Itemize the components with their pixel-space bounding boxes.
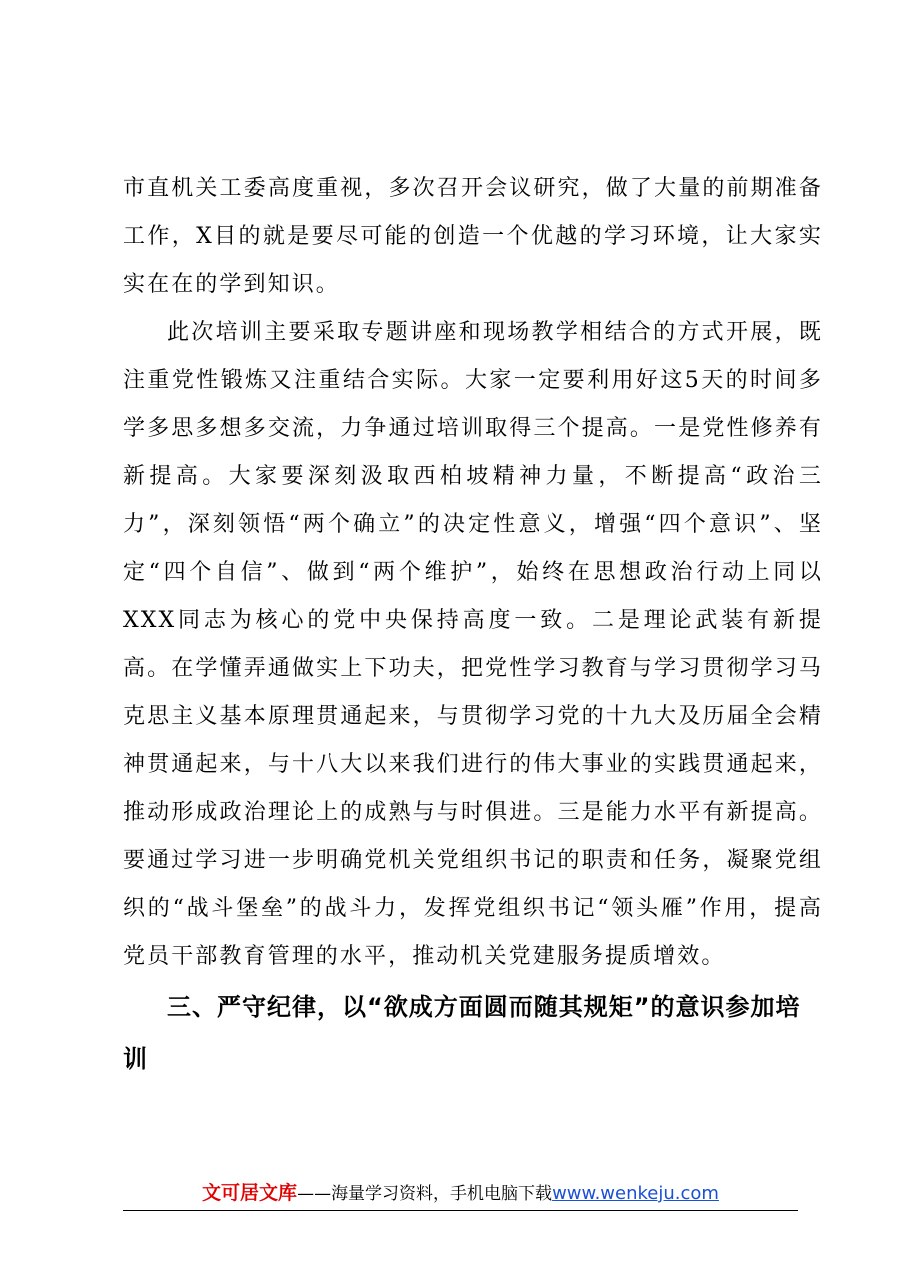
- document-body: [123, 165, 823, 1085]
- footer-site-link[interactable]: www.wenkeju.com: [552, 1183, 719, 1204]
- section-heading: 三、严守纪律，以“欲成方面圆而随其规矩”的意识参加培训: [123, 993, 801, 1073]
- footer-tagline: ——海量学习资料，手机电脑下载: [297, 1184, 553, 1204]
- paragraph-1: 市直机关工委高度重视，多次召开会议研究，做了大量的前期准备工作，X目的就是要尽可能的创造一个优越的学习环境，让大家实实在在的学到知识。: [123, 176, 823, 297]
- paragraph-2: 此次培训主要采取专题讲座和现场教学相结合的方式开展，既注重党性锻炼又注重结合实际。大家一定要利用好这5天的时间多学多思多想多交流，力争通过培训取得三个提高。一是党性修养有新提高。大家要深刻汲取西柏坡精神力量，不断提高“政治三力”，深刻领悟“两个确立”的决定性意义，增强“四个意识”、坚定“四个自信”、做到“两个维护”，始终在思想政治行动上同以XXX同志为核心的党中央保持高度一致。二是理论武装有新提高。在学懂弄通做实上下功夫，把党性学习教育与学习贯彻学习马克思主义基本原理贯通起来，与贯彻学习党的十九大及历届全会精神贯通起来，与十八大以来我们进行的伟大事业的实践贯通起来，推动形成政治理论上的成熟与与时俱进。三是能力水平有新提高。要通过学习进一步明确党机关党组织书记的职责和任务，凝聚党组织的“战斗堡垒”的战斗力，发挥党组织书记“领头雁”作用，提高党员干部教育管理的水平，推动机关党建服务提质增效。: [123, 320, 823, 969]
- page-footer: [123, 1180, 798, 1207]
- footer-brand: 文可居文库: [202, 1182, 298, 1204]
- footer-divider: [123, 1210, 798, 1211]
